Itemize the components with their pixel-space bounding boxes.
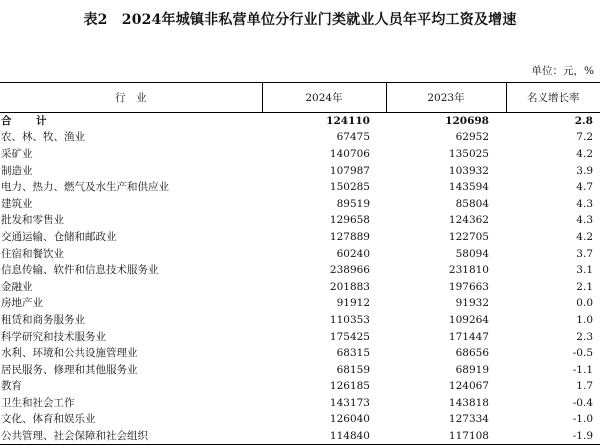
industry-cell: 合 计 (1, 115, 54, 128)
growth-cell: 1.0 (576, 313, 593, 326)
growth-cell: 1.7 (576, 380, 593, 393)
value-2023-cell: 91932 (455, 297, 489, 310)
header-2024: 2024年 (262, 83, 386, 113)
value-2023-cell: 143594 (448, 181, 489, 194)
industry-cell: 制造业 (1, 164, 33, 177)
value-2024-cell: 201883 (329, 280, 370, 293)
industry-cell: 住宿和餐饮业 (1, 247, 64, 260)
header-row (0, 83, 600, 113)
wage-table (0, 82, 600, 445)
table-row (0, 295, 600, 312)
table-row (0, 378, 600, 395)
industry-cell: 租赁和商务服务业 (1, 313, 85, 326)
value-2024-cell: 126040 (329, 413, 370, 426)
value-2023-cell: 58094 (455, 247, 489, 260)
industry-cell: 农、林、牧、渔业 (1, 131, 85, 144)
growth-cell: -0.4 (572, 396, 593, 409)
value-2024-cell: 140706 (329, 147, 370, 160)
growth-cell: 3.1 (576, 264, 593, 277)
header-growth: 名义增长率 (506, 83, 600, 113)
value-2023-cell: 197663 (448, 280, 489, 293)
growth-cell: 4.7 (576, 181, 593, 194)
industry-cell: 卫生和社会工作 (1, 396, 75, 409)
table-row (0, 278, 600, 295)
value-2023-cell: 85804 (455, 197, 489, 210)
industry-cell: 采矿业 (1, 147, 33, 160)
growth-cell: 2.8 (574, 115, 593, 128)
value-2023-cell: 122705 (448, 230, 489, 243)
industry-cell: 建筑业 (1, 197, 33, 210)
industry-cell: 公共管理、社会保障和社会组织 (0, 428, 262, 445)
growth-cell: -1.9 (506, 428, 600, 445)
growth-cell: 3.9 (576, 164, 593, 177)
industry-cell: 水利、环境和公共设施管理业 (1, 347, 138, 360)
value-2023-cell: 231810 (448, 264, 489, 277)
table-body (0, 113, 600, 445)
table-row (0, 328, 600, 345)
value-2023-cell: 124067 (448, 380, 489, 393)
table-row (0, 411, 600, 428)
value-2023-cell: 62952 (455, 131, 489, 144)
total-row (0, 113, 600, 130)
table-row (0, 146, 600, 163)
table-row (0, 212, 600, 229)
value-2023-cell: 143818 (448, 396, 489, 409)
industry-cell: 科学研究和技术服务业 (1, 330, 106, 343)
table-row (0, 361, 600, 378)
value-2023-cell: 68919 (455, 363, 489, 376)
value-2024-cell: 68159 (336, 363, 370, 376)
value-2023-cell: 135025 (448, 147, 489, 160)
industry-cell: 金融业 (1, 280, 33, 293)
value-2024-cell: 129658 (329, 214, 370, 227)
value-2024-cell: 150285 (329, 181, 370, 194)
value-2023-cell: 68656 (455, 347, 489, 360)
value-2024-cell: 68315 (336, 347, 370, 360)
industry-cell: 居民服务、修理和其他服务业 (1, 363, 138, 376)
value-2023-cell: 109264 (448, 313, 489, 326)
growth-cell: 2.3 (576, 330, 593, 343)
value-2023-cell: 124362 (448, 214, 489, 227)
growth-cell: 7.2 (576, 131, 593, 144)
value-2024-cell: 67475 (336, 131, 370, 144)
value-2024-cell: 238966 (329, 264, 370, 277)
table-row (0, 312, 600, 329)
table-row (0, 179, 600, 196)
industry-cell: 房地产业 (1, 297, 43, 310)
value-2023-cell: 103932 (448, 164, 489, 177)
industry-cell: 信息传输、软件和信息技术服务业 (1, 264, 159, 277)
value-2023-cell: 117108 (386, 428, 506, 445)
value-2024-cell: 89519 (336, 197, 370, 210)
growth-cell: 4.2 (576, 147, 593, 160)
table-row (0, 245, 600, 262)
industry-cell: 电力、热力、燃气及水生产和供应业 (1, 181, 169, 194)
value-2024-cell: 91912 (336, 297, 370, 310)
value-2023-cell: 171447 (448, 330, 489, 343)
growth-cell: 4.2 (576, 230, 593, 243)
growth-cell: 3.7 (576, 247, 593, 260)
value-2024-cell: 127889 (329, 230, 370, 243)
table-row (0, 162, 600, 179)
table-row (0, 345, 600, 362)
industry-cell: 文化、体育和娱乐业 (1, 413, 96, 426)
table-title: 表2 2024年城镇非私营单位分行业门类就业人员年平均工资及增速 (83, 12, 517, 28)
industry-cell: 批发和零售业 (1, 214, 64, 227)
industry-cell: 交通运输、仓储和邮政业 (1, 230, 117, 243)
table-row (0, 129, 600, 146)
value-2024-cell: 114840 (262, 428, 386, 445)
table-row (0, 229, 600, 246)
table-row (0, 195, 600, 212)
value-2024-cell: 126185 (329, 380, 370, 393)
table-row (0, 428, 600, 445)
growth-cell: 4.3 (576, 214, 593, 227)
value-2024-cell: 110353 (329, 313, 370, 326)
value-2023-cell: 120698 (445, 115, 489, 128)
growth-cell: 4.3 (576, 197, 593, 210)
growth-cell: -0.5 (572, 347, 593, 360)
growth-cell: -1.0 (572, 413, 593, 426)
growth-cell: -1.1 (572, 363, 593, 376)
table-row (0, 262, 600, 279)
value-2024-cell: 124110 (326, 115, 370, 128)
table-row (0, 395, 600, 412)
header-2023: 2023年 (386, 83, 506, 113)
header-industry: 行 业 (0, 83, 262, 113)
value-2023-cell: 127334 (448, 413, 489, 426)
unit-note: 单位：元，% (531, 65, 594, 77)
industry-cell: 教育 (1, 380, 22, 393)
value-2024-cell: 60240 (336, 247, 370, 260)
value-2024-cell: 107987 (329, 164, 370, 177)
growth-cell: 0.0 (576, 297, 593, 310)
growth-cell: 2.1 (576, 280, 593, 293)
value-2024-cell: 175425 (329, 330, 370, 343)
value-2024-cell: 143173 (329, 396, 370, 409)
